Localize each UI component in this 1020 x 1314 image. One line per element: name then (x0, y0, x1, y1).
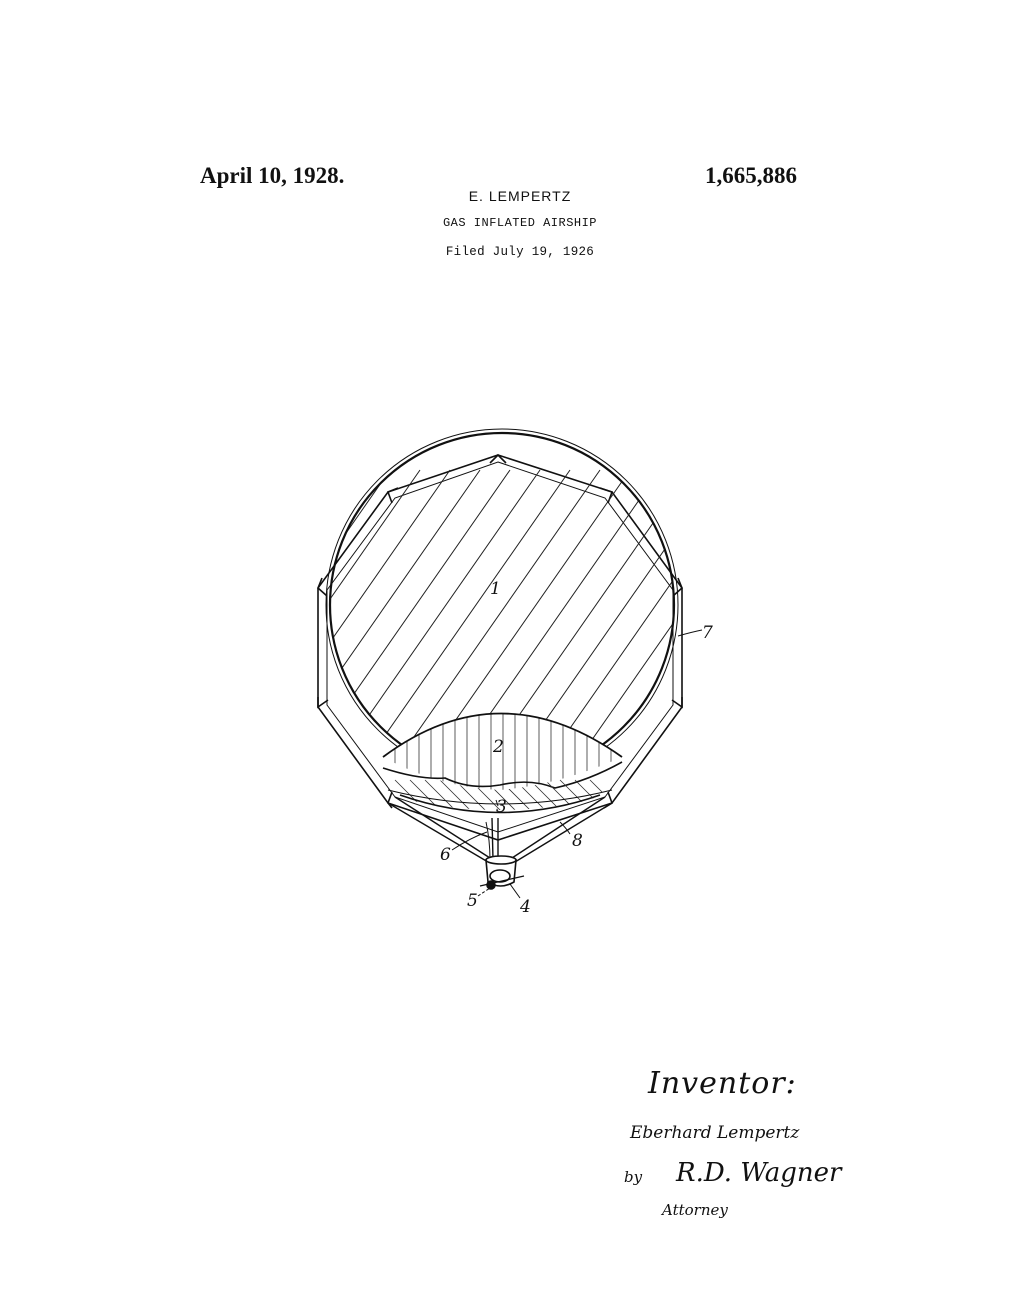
ref-numeral-6: 6 (440, 845, 451, 865)
inventor-label: Inventor: (648, 1066, 797, 1101)
patent-date: April 10, 1928. (200, 163, 345, 188)
ref-numeral-7: 7 (702, 623, 713, 643)
attorney-label: Attorney (662, 1201, 728, 1219)
ref-numeral-8: 8 (572, 831, 583, 851)
attorney-signature: R.D. Wagner (676, 1158, 842, 1188)
filing-date: Filed July 19, 1926 (445, 245, 595, 259)
patent-title: GAS INFLATED AIRSHIP (442, 216, 598, 230)
patent-number: 1,665,886 (705, 163, 797, 188)
ref-numeral-2: 2 (493, 737, 504, 757)
by-label: by (624, 1168, 643, 1186)
ref-numeral-4: 4 (520, 897, 531, 917)
inventor-signature: Eberhard Lempertz (630, 1123, 800, 1143)
ref-numeral-5: 5 (467, 891, 478, 911)
ref-numeral-3: 3 (496, 797, 507, 817)
ref-numeral-1: 1 (490, 579, 501, 599)
inventor-name-heading: E. LEMPERTZ (468, 188, 572, 204)
